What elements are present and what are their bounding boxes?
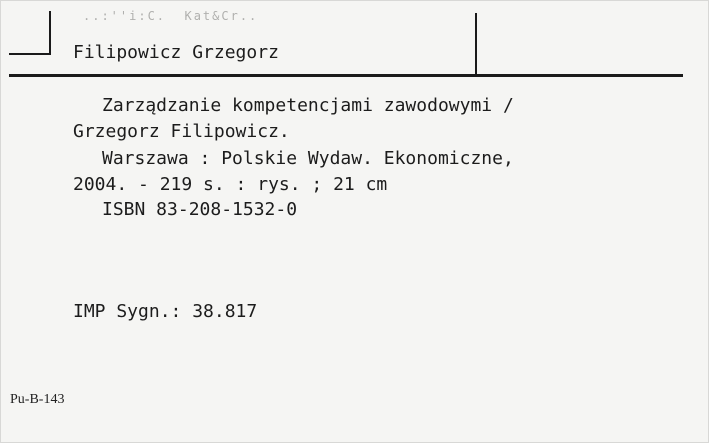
author-heading: Filipowicz Grzegorz: [73, 42, 279, 63]
imprint-line-1: Warszawa : Polskie Wydaw. Ekonomiczne,: [102, 148, 514, 169]
header-horizontal-rule: [9, 74, 683, 77]
isbn: ISBN 83-208-1532-0: [102, 199, 298, 220]
title-line-2: Grzegorz Filipowicz.: [73, 121, 290, 142]
header-vertical-divider: [475, 13, 477, 75]
corner-bracket-horizontal: [9, 53, 51, 55]
faint-header-text: ..:''i:C. Kat&Cr..: [83, 9, 259, 23]
call-number: IMP Sygn.: 38.817: [73, 301, 258, 322]
card-id: Pu-B-143: [10, 392, 65, 407]
title-line-1: Zarządzanie kompetencjami zawodowymi /: [102, 95, 514, 116]
imprint-line-2: 2004. - 219 s. : rys. ; 21 cm: [73, 174, 388, 195]
corner-bracket-vertical: [49, 11, 51, 55]
